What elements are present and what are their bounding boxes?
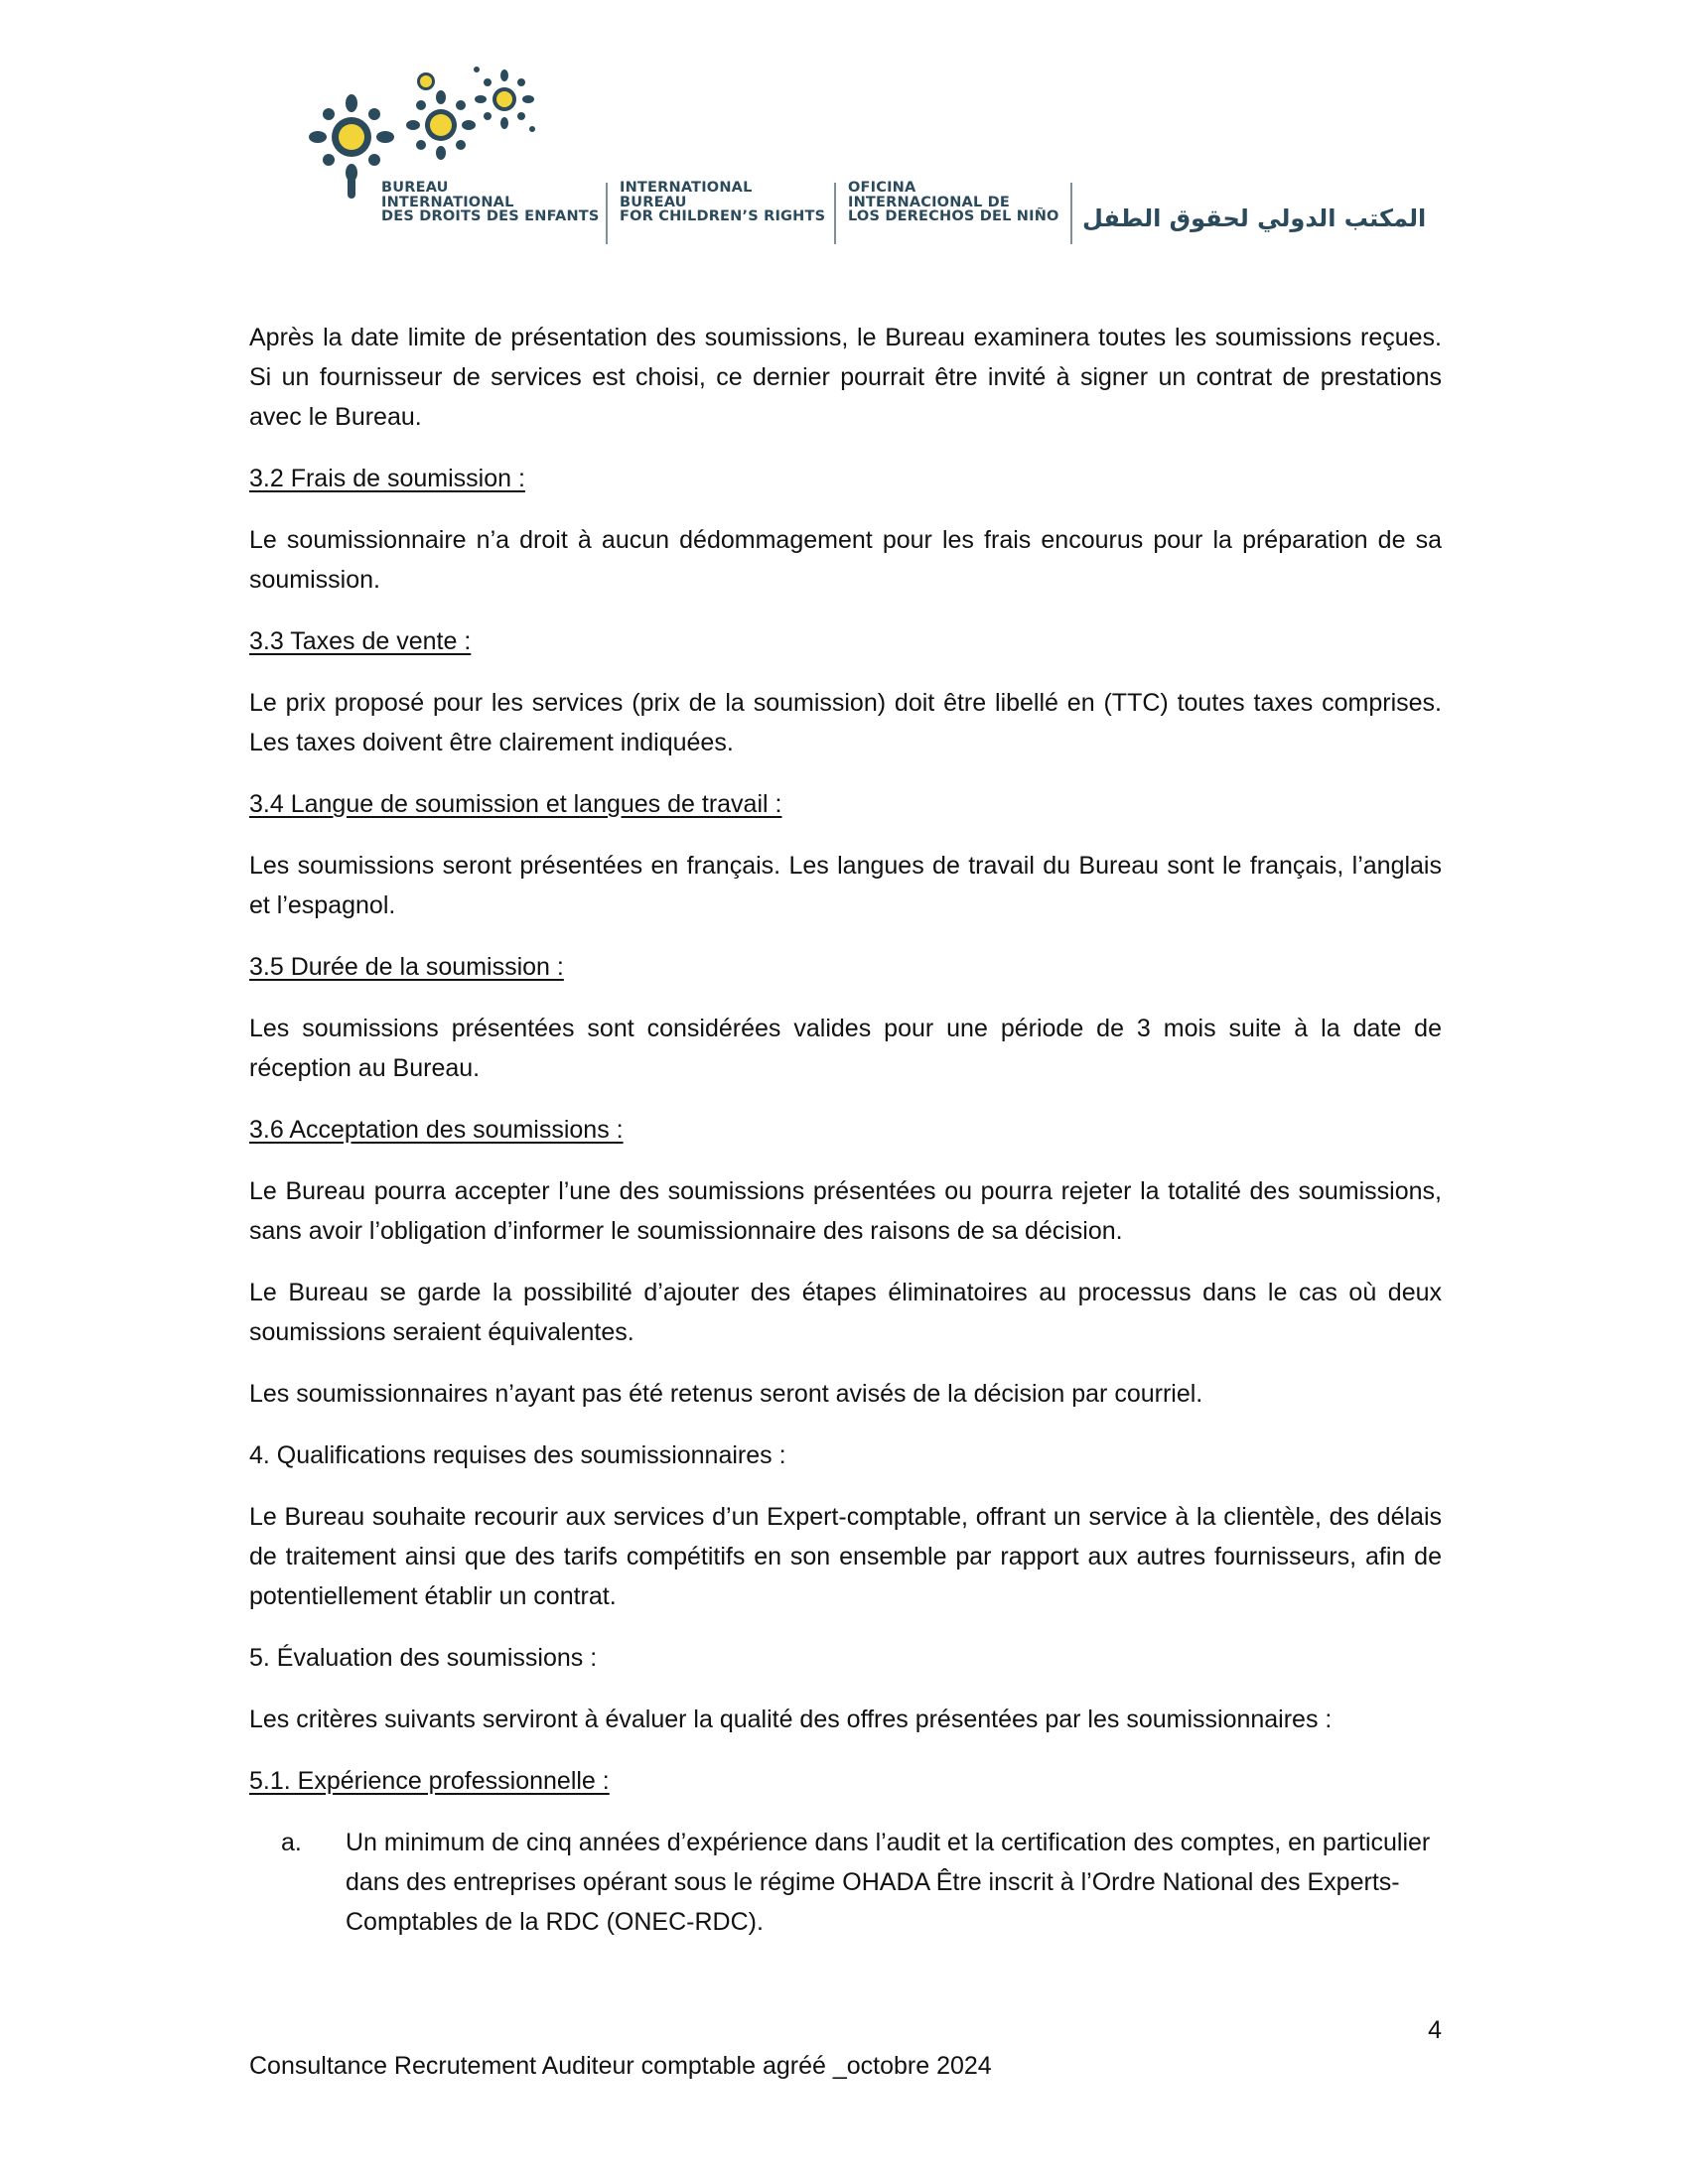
document-body bbox=[249, 318, 1442, 1942]
section-3-4-text: Les soumissions seront présentées en français. Les langues de travail du Bureau sont le français, l’anglais et l’espagnol. bbox=[249, 852, 1442, 919]
section-3-5-text: Les soumissions présentées sont considérées valides pour une période de 3 mois suite à la date de réception au Bureau. bbox=[249, 1015, 1442, 1082]
org-divider bbox=[834, 183, 836, 244]
page-number: 4 bbox=[1428, 2016, 1442, 2044]
intro-paragraph: Après la date limite de présentation des soumissions, le Bureau examinera toutes les soumissions reçues. Si un fournisseur de services est choisi, ce dernier pourrait être invité à signer un contrat de prestations avec le Bureau. bbox=[249, 324, 1442, 431]
section-4-text: Le Bureau souhaite recourir aux services d’un Expert-comptable, offrant un service à la clientèle, des délais de traitement ainsi que des tarifs compétitifs en son ensemble par rapport aux autres fournisseurs, afin de potentiellement établir un contrat. bbox=[249, 1503, 1442, 1610]
section-heading-3-3: 3.3 Taxes de vente : bbox=[249, 627, 472, 655]
section-heading-5-1: 5.1. Expérience professionnelle : bbox=[249, 1767, 610, 1795]
section-heading-3-2: 3.2 Frais de soumission : bbox=[249, 465, 525, 492]
section-heading-4: 4. Qualifications requises des soumissionnaires : bbox=[249, 1441, 786, 1469]
org-name-fr: BUREAU INTERNATIONAL DES DROITS DES ENFANTS bbox=[381, 180, 600, 224]
section-5-text: Les critères suivants serviront à évaluer la qualité des offres présentées par les soumissionnaires : bbox=[249, 1706, 1333, 1733]
footer-text: Consultance Recrutement Auditeur comptable agréé _octobre 2024 bbox=[249, 2052, 992, 2080]
bureau-flower-logo-icon bbox=[282, 60, 550, 199]
org-divider bbox=[1070, 183, 1072, 244]
list-item-text: Un minimum de cinq années d’expérience dans l’audit et la certification des comptes, en particulier dans des entreprises opérant sous le régime OHADA Être inscrit à l’Ordre National des Experts-Comptables de la RDC (ONEC-RDC). bbox=[346, 1829, 1431, 1936]
section-3-6-paragraph: Le Bureau se garde la possibilité d’ajouter des étapes éliminatoires au processus dans le cas où deux soumissions seraient équivalentes. bbox=[249, 1279, 1442, 1346]
org-names bbox=[0, 181, 1688, 250]
org-divider bbox=[606, 183, 608, 244]
org-name-en: INTERNATIONAL BUREAU FOR CHILDREN’S RIGHTS bbox=[620, 180, 826, 224]
section-3-6-paragraph: Le Bureau pourra accepter l’une des soumissions présentées ou pourra rejeter la totalité des soumissions, sans avoir l’obligation d’informer le soumissionnaire des raisons de sa décision. bbox=[249, 1177, 1442, 1245]
section-3-2-text: Le soumissionnaire n’a droit à aucun dédommagement pour les frais encourus pour la préparation de sa soumission. bbox=[249, 526, 1442, 594]
section-3-6-paragraph: Les soumissionnaires n’ayant pas été retenus seront avisés de la décision par courriel. bbox=[249, 1380, 1203, 1408]
section-3-3-text: Le prix proposé pour les services (prix de la soumission) doit être libellé en (TTC) toutes taxes comprises. Les taxes doivent être clairement indiquées. bbox=[249, 689, 1442, 756]
list-marker: a. bbox=[281, 1829, 302, 1856]
list-item bbox=[249, 1823, 1442, 1942]
section-heading-3-4: 3.4 Langue de soumission et langues de travail : bbox=[249, 790, 782, 818]
section-heading-3-6: 3.6 Acceptation des soumissions : bbox=[249, 1116, 624, 1144]
section-heading-3-5: 3.5 Durée de la soumission : bbox=[249, 953, 564, 981]
section-heading-5: 5. Évaluation des soumissions : bbox=[249, 1644, 598, 1672]
org-name-ar: المكتب الدولي لحقوق الطفل bbox=[1082, 205, 1427, 232]
org-name-es: OFICINA INTERNACIONAL DE LOS DERECHOS DEL NIÑO bbox=[848, 180, 1059, 224]
